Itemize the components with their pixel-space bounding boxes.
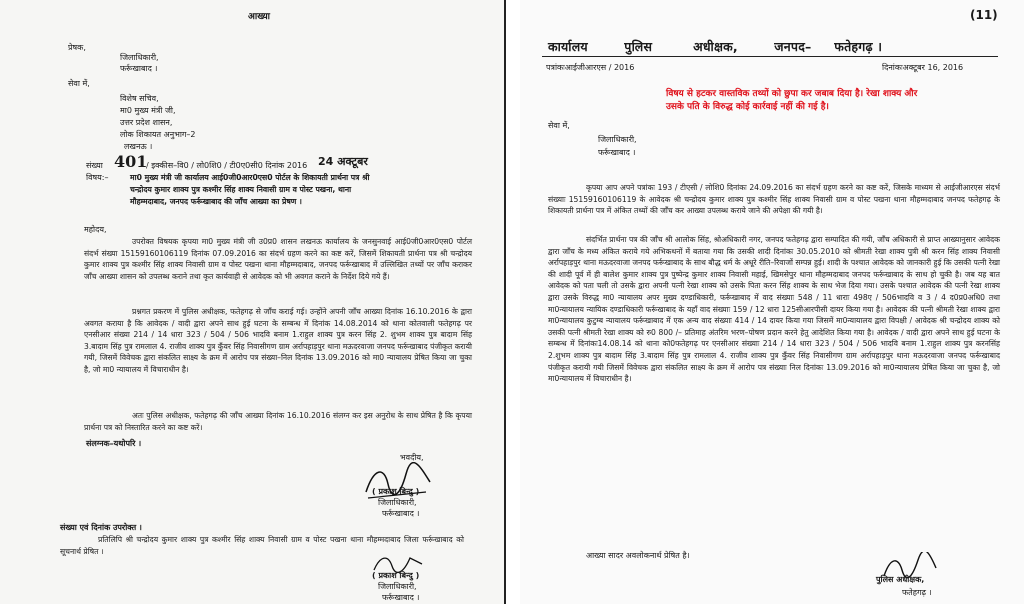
subject-line: मौहम्मदाबाद, जनपद फर्रूखाबाद की जाँच आख्या का प्रेषण ।	[130, 197, 302, 206]
office-heading: कार्यालय पुलिस अधीक्षक, जनपद– फतेहगढ़ ।	[548, 39, 883, 54]
sender-place: फर्रूखाबाद ।	[120, 64, 158, 73]
copy-signatory-title: जिलाधिकारी,	[378, 582, 417, 591]
sender-name: जिलाधिकारी,	[120, 53, 159, 62]
signatory-title: जिलाधिकारी,	[378, 498, 417, 507]
body-paragraph: संदर्भित प्रार्थना पत्र की जाँच श्री आलोक सिंह, श्रोअधिकारी नगर, जनपद फतेहगढ़ द्वारा सम्पादित की गयी, जाँच अधिकारी से प्राप्त आख्यानुसार आवेदक द्वारा जाँच के मध्य अंकित कराये गये अभिकथनों में बताया गया कि उसकी शादी दिनांकः 30.05.2010 को श्रीमती रेखा शाक्य पुत्री श्री करन सिंह शाक्य निवासी अर्रापहाड़पुर थाना मऊदरवाजा जनपद फर्रूखाबाद के साथ बौद्ध धर्म के अधूरे रीति–रिवाजों सम्पन्न हुई। शादी के पश्चात आवेदक को जानकारी हुई कि उसकी पत्नी रेखा की शादी पूर्व में ही बालेश कुमार शाक्य पुत्र पुष्पेन्द्र कुमार शाक्य निवासी महाई, खिमसेपुर थाना मौहम्मदाबाद जनपद फर्रूखाबाद के साथ हो चुकी है। जब यह बात आवेदक को पता चली तो उसके द्वारा अपनी पत्नी रेखा शाक्य को उसके पिता करन सिंह शाक्य के साथ भेज दिया गया। उसके पश्चात आवेदक की पत्नी रेखा शाक्य द्वारा उसके विरुद्ध मा0 न्यायालय अपर मुख्य दण्डाधिकारी, फर्रूखाबाद में वाद संख्याः 548 / 11 धाराः 498ए / 506भादवि व 3 / 4 द0प्र0अधि0 तथा मा0न्यायालय न्यायिक दण्डाधिकारी फर्रूखाबाद के यहाँ वाद संख्याः 159 / 12 धारा 125सीआरपीसी दायर किया गया है। आवेदक की पत्नी श्रीमती रेखा शाक्य द्वारा मा0न्यायालय कुटुम्ब न्यायालय फर्रूखाबाद में एक अन्य वाद संख्याः 414 / 14 दायर किया गया जिसमें मा0न्यायालय द्वारा विपक्षी / आवेदक श्री चन्द्रोदय शाक्य को उसकी पत्नी श्रीमती रेखा शाक्य को रु0 800 /– प्रतिमाह अंतरिम भरण–पोषण प्रदान करने हेतु आदेशित किया गया है। आवेदक / वादी द्वारा अपने साथ हुई घटना के सम्बन्ध में दिनांकः14.08.14 को थाना को0फतेहगढ़ पर एनसीआर संख्याः 214 / 14 धारा 323 / 504 / 506 भादवि बनाम 1.राहुल शाक्य पुत्र करनसिंह 2.शुभम शाक्य पुत्र बादाम सिंह 3.बादाम सिंह पुत्र रामलाल 4. राजीव शाक्य पुत्र कुँवर सिंह निवासीगण ग्राम अर्रापहाड़पुर थाना मऊदरवाजा जनपद फर्रूखाबाद पंजीकृत करायी गयी जिसमें विवेचक द्वारा संकलित साक्ष्य के क्रम में आरोप पत्र संख्याः निल दिनांकः 13.09.2016 को मा0न्यायालय प्रेषित किया जा चुका है, जो मा0न्यायालय में विचाराधीन है।	[548, 235, 1000, 384]
recipient-line: उत्तर प्रदेश शासन,	[120, 118, 173, 127]
recipient-line: मा0 मुख्य मंत्री जी,	[120, 106, 176, 115]
signatory-place: फतेहगढ़ ।	[902, 588, 932, 597]
police-superintendent-report	[520, 0, 1024, 604]
body-paragraph: उपरोक्त विषयक कृपया मा0 मुख्य मंत्री जी उ0प्र0 शासन लखनऊ कार्यालय के जनसुनवाई आई0जी0आर0एस0 पोर्टल संदर्भ संख्या 15159160106119 दिनांक 07.09.2016 का संदर्भ ग्रहण करने का कष्ट करें, जिसमें शिकायती प्रार्थना पत्र श्री चन्द्रोदय कुमार शाक्य पुत्र कश्मीर सिंह शाक्य निवासी ग्राम व पोस्ट पखना थाना मौहम्मदाबाद, जनपद फर्रूखाबाद में उल्लिखित तथ्यों पर जाँच कराकर जाँच आख्या शासन को उपलब्ध कराने तथा कृत कार्यवाही से आवेदक को भी अवगत कराने के निर्देश दिये गये हैं।	[84, 237, 472, 281]
signatory-name: ( प्रकाश बिन्दु )	[372, 487, 420, 496]
handwritten-reference-date: 24 अक्टूबर	[318, 155, 368, 168]
recipient-line: लखनऊ ।	[124, 142, 153, 151]
signatory-title: पुलिस अधीक्षक,	[876, 575, 925, 584]
subject-line: चन्द्रोदय कुमार शाक्य पुत्र कश्मीर सिंह शाक्य निवासी ग्राम व पोस्ट पखना, थाना	[130, 185, 352, 194]
letter-reference: पत्रांकःआईजीआरएस / 2016	[546, 63, 635, 72]
letter-date: दिनांकःअक्टूबर 16, 2016	[882, 63, 964, 72]
recipient-label: सेवा में,	[68, 79, 90, 88]
red-annotation: विषय से हटकर वास्तविक तथ्यों को छुपा कर जबाब दिया है। रेखा शाक्य और उसके पति के विरुद्ध कोई कार्रवाई नहीं की गई है।	[666, 89, 918, 112]
copy-text: प्रतिलिपि श्री चन्द्रोदय कुमार शाक्य पुत्र कश्मीर सिंह शाक्य निवासी ग्राम व पोस्ट पखना थाना मौहम्मदाबाद जिला फर्रूखाबाद को सूचनार्थ प्रेषित ।	[60, 535, 464, 556]
recipient-place: फर्रूखाबाद ।	[598, 148, 636, 157]
signatory-place: फर्रूखाबाद ।	[382, 509, 420, 518]
recipient-line: लोक शिकायत अनुभाग–2	[120, 130, 196, 139]
recipient-label: सेवा में,	[548, 121, 570, 130]
enclosure-note: संलग्नक–यथोपरि ।	[86, 439, 142, 448]
district-magistrate-letter	[0, 0, 506, 604]
heading-rule	[542, 56, 998, 57]
yours-faithfully: भवदीय,	[400, 453, 424, 462]
recipient-name: जिलाधिकारी,	[598, 135, 637, 144]
subject-label: विषय:–	[86, 173, 109, 182]
copy-label: संख्या एवं दिनांक उपरोक्त ।	[60, 523, 142, 532]
salutation: महोदय,	[84, 225, 107, 234]
handwritten-reference-number: 401	[114, 152, 148, 171]
body-paragraph: अतः पुलिस अधीक्षक, फतेहगढ़ की जाँच आख्या दिनांक 16.10.2016 संलग्न कर इस अनुरोध के साथ प्रेषित है कि कृपया प्रार्थना पत्र को निस्तारित करने का कष्ट करें।	[84, 411, 472, 432]
copy-signatory-name: ( प्रकाश बिन्दु )	[372, 571, 420, 580]
page-number: (11)	[970, 8, 998, 22]
reference-value: / इक्कीस–वि0 / लो0शि0 / टी0ए0सी0 दिनांक 2016	[146, 161, 308, 170]
reference-label: संख्या	[86, 161, 103, 170]
closing-line: आख्या सादर अवलोकनार्थ प्रेषित है।	[586, 551, 690, 560]
body-paragraph: प्रश्नगत प्रकरण में पुलिस अधीक्षक, फतेहगढ़ से जाँच कराई गई। उन्होंने अपनी जाँच आख्या दिनांक 16.10.2016 के द्वारा अवगत कराया है कि आवेदक / वादी द्वारा अपने साथ हुई घटना के सम्बन्ध में दिनांक 14.08.2014 को थाना कोतवाली फतेहगढ़ पर एनसीआर संख्या 214 / 14 धारा 323 / 504 / 506 भादवि बनाम 1.राहुल शाक्य पुत्र करन सिंह 2. शुभम शाक्य पुत्र बादाम सिंह 3.बादाम सिंह पुत्र रामलाल 4. राजीव शाक्य पुत्र कुँवर सिंह निवासीगण ग्राम अर्रापहाड़पुर थाना मऊदरवाजा जनपद फर्रूखाबाद पंजीकृत करायी गयी, जिसमें विवेचक द्वारा संकलित साक्ष्य के क्रम में आरोप पत्र संख्या–निल दिनांक 13.09.2016 को मा0 न्यायालय प्रेषित किया जा चुका है, जो मा0 न्यायालय में विचाराधीन है।	[84, 307, 472, 374]
report-heading: आख्या	[248, 12, 271, 22]
body-paragraph: कृपया आप अपने पत्रांकः 193 / टीएसी / लोशि0 दिनांकः 24.09.2016 का संदर्भ ग्रहण करने का कष्ट करें, जिसके माध्यम से आईजीआरएस संदर्भ संख्याः 15159160106119 के आवेदक श्री चन्द्रोदय कुमार शाक्य पुत्र कश्मीर सिंह शाक्य निवासी ग्राम व पोस्ट पखना थाना मौहम्मदाबाद जनपद फतेहगढ़ के शिकायती प्रार्थना पत्र में अंकित तथ्यों की जाँच कर आख्या उपलब्ध कराये जाने की अपेक्षा की गयी है।	[548, 183, 1000, 216]
sender-label: प्रेषक,	[68, 43, 86, 52]
copy-signatory-place: फर्रूखाबाद ।	[382, 593, 420, 602]
subject-line: मा0 मुख्य मंत्री जी कार्यालय आई0जी0आर0एस0 पोर्टल के शिकायती प्रार्थना पत्र श्री	[130, 173, 370, 182]
recipient-line: विशेष सचिव,	[120, 94, 159, 103]
